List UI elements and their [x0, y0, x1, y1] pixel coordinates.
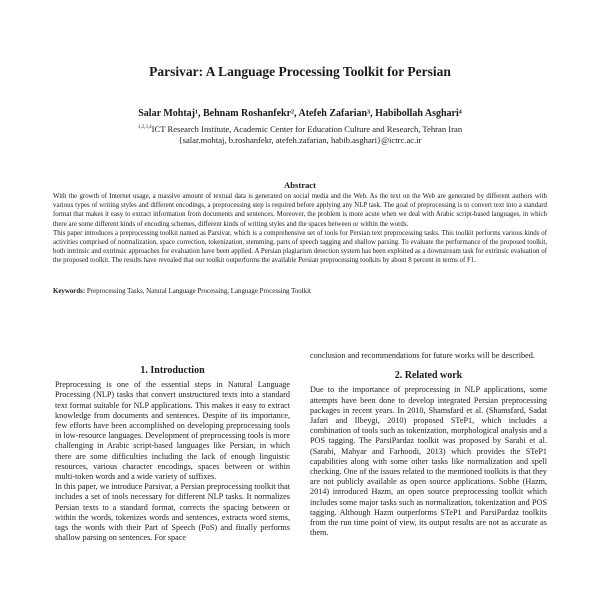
introduction-heading: 1. Introduction: [140, 365, 205, 376]
abstract-heading: Abstract: [284, 180, 316, 190]
related-work-paragraph: Due to the importance of preprocessing in NLP applications, some attempts have been done to develop integrated Persian preprocessing packages in recent years. In 2010, Shamsfard et al. (Shamsfard, Sadat Jafari and Ilbeygi, 2010) proposed STeP1, which includes a combination of tools such as tokenization, morphological analysis and a POS tagging. The ParsiPardaz toolkit was proposed by Sarabi et al. (Sarabi, Mahyar and Farhoodi, 2013) which provides the STeP1 capabilities along with some other tasks like normalization and spell checking. One of the issues related to the mentioned toolkits is that they are not publicly available as open source applications. Sobhe (Hazm, 2014) introduced Hazm, an open source preprocessing toolkit which includes some major tasks such as normalization, tokenization and POS tagging. Although Hazm outperforms STeP1 and ParsiPardaz toolkits from the run time point of view, its output results are not as accurate as them.: [310, 385, 547, 538]
abstract-paragraph-1: With the growth of Internet usage, a massive amount of textual data is generated on social media and the Web. As the text on the Web are generated by different authors with various types of writing styles and different encodings, a preprocessing step is required before applying any NLP task. The goal of preprocessing is to convert text into a standard format that makes it easy to extract information from documents and sentences. Moreover, the problem is more acute when we deal with Arabic script-based languages, in which there are some different kinds of encoding schemes, different kinds of writing styles and the spaces between or within the words.: [53, 193, 547, 228]
abstract-body: [53, 192, 547, 266]
introduction-paragraph-2: In this paper, we introduce Parsivar, a Persian preprocessing toolkit that includes a set of tools necessary for different NLP tasks. It normalizes Persian texts to a standard format, corrects the spacing between or within the words, tokenizes words and sentences, extracts word stems, tags the words with their Part of Speech (PoS) and finally performs shallow parsing on sentences. For space: [55, 482, 290, 543]
related-work-heading: 2. Related work: [394, 370, 463, 382]
continued-text: conclusion and recommendations for future works will be described.: [310, 351, 535, 360]
author-emails: {salar.mohtaj, b.roshanfekr, atefeh.zafarian, habib.asghari}@ictrc.ac.ir: [178, 135, 422, 146]
left-column: [55, 366, 290, 543]
right-column: [310, 351, 547, 538]
keywords-label: Keywords:: [53, 288, 86, 295]
introduction-paragraph-1: Preprocessing is one of the essential steps in Natural Language Processing (NLP) tasks that convert unstructured texts into a standard text format suitable for NLP applications. This makes it easy to extract knowledge from documents and sentences. Despite of its importance, few efforts have been accomplished on developing preprocessing tools in low-resource languages. Development of preprocessing tools is more challenging in Arabic script-based languages like Persian, in which there are some difficulties including the lack of enough linguistic resources, various character encodings, spaces between or within multi-token words and a wide variety of suffixes.: [55, 380, 290, 482]
abstract-paragraph-2: This paper introduces a preprocessing toolkit named as Parsivar, which is a comprehensive set of tools for Persian text preprocessing tasks. This toolkit performs various kinds of activities comprised of normalization, space correction, tokenization, stemming, parts of speech tagging and shallow parsing. To evaluate the performance of the proposed toolkit, both intrinsic and extrinsic approaches for evaluation have been applied. A Persian plagiarism detection system has been exploited as a downstream task for extrinsic evaluation of the proposed toolkit. The results have revealed that our toolkit outperforms the available Persian preprocessing toolkits by about 8 percent in terms of F1.: [53, 229, 547, 265]
keywords-line: [53, 287, 547, 296]
affiliation-text: ICT Research Institute, Academic Center for Education Culture and Research, Tehran Iran: [151, 123, 463, 134]
authors-line: Salar Mohtaj¹, Behnam Roshanfekr², Atefeh Zafarian³, Habibollah Asghari⁴: [138, 108, 462, 119]
affiliation-block: [0, 122, 600, 147]
affiliation-superscript: 1,2,3,4: [137, 125, 152, 130]
keywords-text: Preprocessing Tasks, Natural Language Processing, Language Processing Toolkit: [86, 288, 311, 295]
paper-title: Parsivar: A Language Processing Toolkit for Persian: [149, 64, 451, 79]
affiliation-line: [0, 122, 600, 135]
